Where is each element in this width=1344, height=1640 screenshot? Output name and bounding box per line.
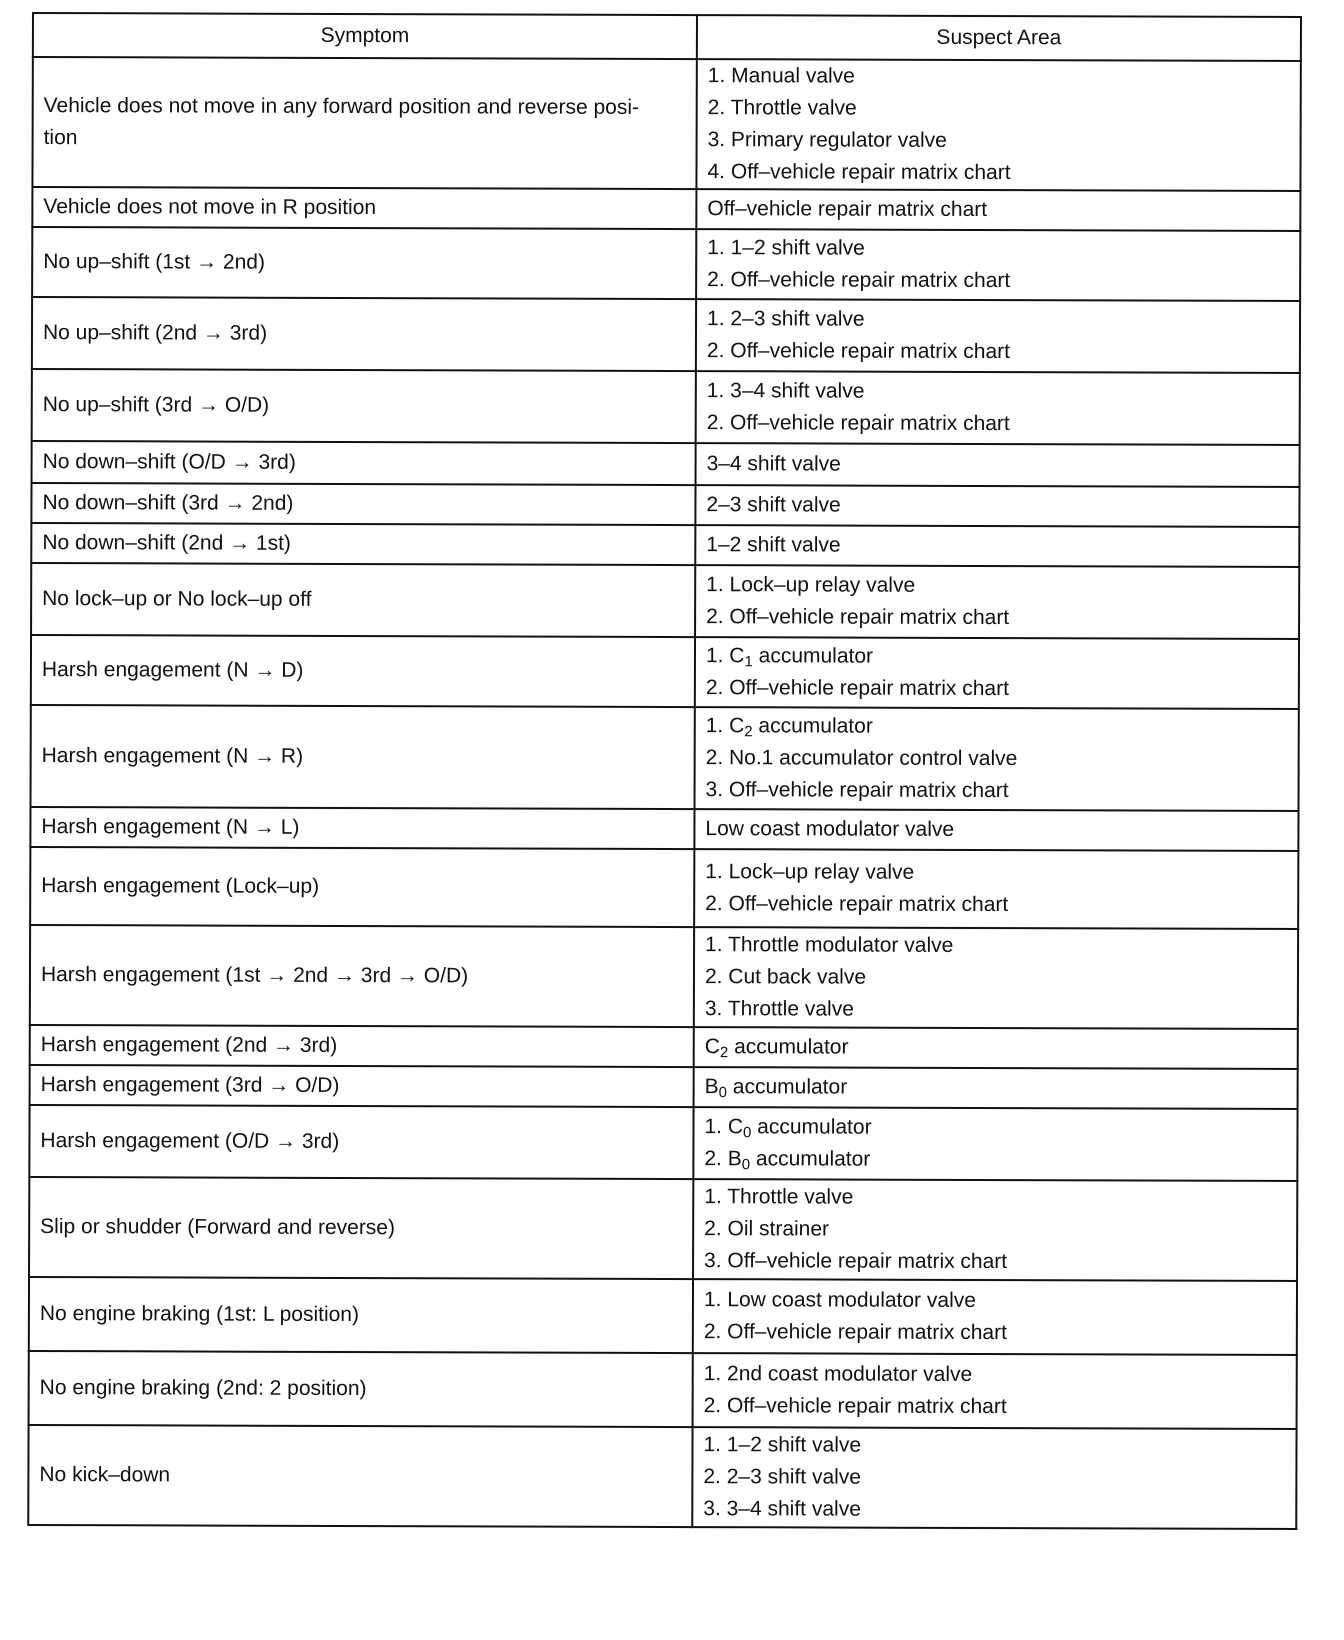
suspect-area-item: 2–3 shift valve [706, 493, 841, 517]
suspect-area-item: 1. 2nd coast modulator valve [703, 1362, 973, 1386]
suspect-area-item: 2. Off–vehicle repair matrix chart [706, 411, 1010, 436]
suspect-area-cell [696, 371, 1300, 445]
suspect-area-text: B [704, 1075, 719, 1099]
suspect-area-cell [694, 1027, 1298, 1069]
table-row [32, 441, 1300, 487]
symptom-text: No kick–down [39, 1463, 171, 1487]
suspect-area-item: Off–vehicle repair matrix chart [707, 197, 988, 222]
symptom-cell [31, 563, 695, 637]
symptom-text: No down–shift (3rd → 2nd) [42, 491, 294, 515]
symptom-text: Harsh engagement (N → L) [41, 815, 300, 839]
header-symptom: Symptom [33, 13, 697, 59]
suspect-area-text: 1. C [705, 644, 745, 668]
suspect-area-cell [694, 849, 1298, 929]
suspect-area-item: 4. Off–vehicle repair matrix chart [707, 160, 1011, 185]
symptom-text: No up–shift (2nd → 3rd) [42, 321, 268, 345]
symptom-text: No lock–up or No lock–up off [42, 587, 312, 611]
suspect-area-item: 3–4 shift valve [706, 452, 841, 476]
suspect-area-item: Low coast modulator valve [705, 817, 955, 841]
suspect-area-item: 1. Manual valve [707, 64, 855, 88]
suspect-area-item: 2. Off–vehicle repair matrix chart [707, 268, 1011, 293]
suspect-area-item: 1. Lock–up relay valve [706, 573, 916, 597]
symptom-cell [31, 635, 695, 707]
symptom-cell [28, 1425, 692, 1527]
table-row [31, 705, 1299, 811]
suspect-area-item: 2. Off–vehicle repair matrix chart [703, 1394, 1007, 1419]
symptom-text: No engine braking (1st: L position) [39, 1302, 360, 1327]
header-row [33, 13, 1301, 61]
suspect-area-cell [694, 927, 1298, 1029]
suspect-area-item: 3. Throttle valve [704, 997, 854, 1021]
symptom-text: Vehicle does not move in R position [43, 195, 377, 220]
subscript: 0 [718, 1084, 727, 1102]
suspect-area-cell [693, 1353, 1297, 1429]
symptom-cell [29, 1105, 693, 1179]
suspect-area-text: accumulator [751, 1115, 872, 1139]
table-row [32, 187, 1300, 231]
table-row [32, 369, 1300, 445]
subscript: 1 [744, 653, 753, 671]
symptom-cell [31, 483, 695, 525]
symptom-text: Harsh engagement (N → D) [41, 658, 304, 682]
suspect-area-cell [694, 707, 1298, 811]
suspect-area-item [705, 1031, 1287, 1065]
symptom-cell [32, 187, 696, 229]
symptom-text: No down–shift (O/D → 3rd) [42, 450, 296, 474]
suspect-area-item: 3. Off–vehicle repair matrix chart [704, 1249, 1008, 1274]
symptom-cell [32, 297, 696, 371]
symptom-text: Harsh engagement (2nd → 3rd) [40, 1033, 338, 1057]
symptom-text: Harsh engagement (N → R) [41, 744, 304, 768]
suspect-area-text: accumulator [728, 1035, 849, 1059]
symptom-text: No up–shift (3rd → O/D) [42, 393, 270, 417]
symptom-cell [29, 1351, 693, 1427]
symptom-text: No up–shift (1st → 2nd) [43, 250, 266, 274]
symptom-cell [31, 523, 695, 565]
subscript: 0 [742, 1124, 752, 1142]
suspect-area-item: 1. 1–2 shift valve [703, 1433, 862, 1457]
table-row [29, 1277, 1297, 1355]
suspect-area-item [704, 1111, 1286, 1145]
header-suspect-area: Suspect Area [697, 15, 1301, 61]
suspect-area-item: 1. 3–4 shift valve [706, 379, 865, 403]
symptom-cell [30, 925, 694, 1027]
suspect-area-item: 1. Throttle valve [704, 1185, 854, 1209]
symptom-cell [32, 227, 696, 299]
suspect-area-cell [696, 189, 1300, 231]
symptom-text: Vehicle does not move in any forward position and reverse posi- [43, 94, 640, 119]
suspect-area-item: 1. Low coast modulator valve [703, 1288, 976, 1312]
suspect-area-cell [695, 637, 1299, 709]
suspect-area-item [706, 640, 1288, 674]
symptom-cell [29, 1277, 693, 1353]
symptom-cell [29, 1177, 693, 1279]
table-row [29, 1177, 1297, 1281]
suspect-area-cell [695, 485, 1299, 527]
table-row [31, 563, 1299, 639]
table-row [32, 297, 1300, 373]
suspect-area-cell [693, 1279, 1297, 1355]
subscript: 2 [719, 1044, 729, 1062]
suspect-area-item: 1–2 shift valve [706, 533, 841, 557]
suspect-area-item: 2. Cut back valve [704, 965, 867, 989]
suspect-area-item: 2. No.1 accumulator control valve [705, 746, 1018, 771]
symptom-text: Harsh engagement (1st → 2nd → 3rd → O/D) [40, 963, 469, 988]
suspect-area-cell [693, 1107, 1297, 1181]
suspect-area-item: 1. Throttle modulator valve [705, 933, 954, 957]
symptom-text: Harsh engagement (3rd → O/D) [40, 1073, 340, 1097]
table-row [29, 1351, 1297, 1429]
suspect-area-item: 1. 2–3 shift valve [707, 307, 865, 331]
subscript: 0 [741, 1156, 751, 1174]
symptom-cell [30, 1025, 694, 1067]
symptom-cell [31, 705, 695, 809]
table-row [30, 807, 1298, 851]
suspect-area-item: 2. 2–3 shift valve [703, 1465, 862, 1489]
table-row [32, 57, 1300, 191]
suspect-area-text: 1. C [704, 1115, 744, 1139]
subscript: 2 [744, 723, 753, 741]
suspect-area-cell [695, 565, 1299, 639]
symptom-cell [30, 807, 694, 849]
suspect-area-cell [695, 525, 1299, 567]
suspect-area-text: 1. C [705, 714, 745, 738]
suspect-area-item: 2. Oil strainer [704, 1217, 830, 1241]
suspect-area-item: 2. Off–vehicle repair matrix chart [706, 605, 1010, 630]
table-row [30, 925, 1298, 1029]
suspect-area-item: 2. Off–vehicle repair matrix chart [705, 892, 1009, 917]
symptom-cell [30, 1065, 694, 1107]
suspect-area-item: 1. 1–2 shift valve [707, 236, 865, 260]
suspect-area-text: accumulator [726, 1075, 848, 1099]
suspect-area-item: 1. Lock–up relay valve [705, 860, 915, 884]
table-row [30, 1025, 1298, 1069]
table-row [30, 1065, 1298, 1109]
symptom-cell [30, 847, 694, 927]
suspect-area-item [705, 1071, 1287, 1105]
symptom-text: tion [43, 126, 78, 150]
suspect-area-cell [694, 809, 1298, 851]
suspect-area-cell [696, 59, 1300, 191]
suspect-area-text: accumulator [750, 1147, 871, 1171]
table-row [32, 227, 1300, 301]
symptom-cell [32, 57, 696, 189]
table-row [31, 523, 1299, 567]
suspect-area-cell [692, 1427, 1296, 1529]
suspect-area-item: 3. Off–vehicle repair matrix chart [705, 778, 1009, 803]
suspect-area-cell [693, 1179, 1297, 1281]
table-row [28, 1425, 1296, 1529]
suspect-area-cell [696, 299, 1300, 373]
suspect-area-cell [694, 1067, 1298, 1109]
suspect-area-cell [696, 229, 1300, 301]
symptom-text: Harsh engagement (O/D → 3rd) [40, 1129, 340, 1153]
suspect-area-item [706, 710, 1288, 744]
suspect-area-text: accumulator [752, 644, 874, 668]
symptom-text: Slip or shudder (Forward and reverse) [40, 1215, 396, 1240]
symptom-table [27, 12, 1302, 1530]
symptom-text: No engine braking (2nd: 2 position) [39, 1376, 367, 1401]
suspect-area-text: 2. B [704, 1147, 742, 1171]
suspect-area-text: C [704, 1035, 720, 1059]
suspect-area-item: 2. Throttle valve [707, 96, 857, 120]
suspect-area-item: 2. Off–vehicle repair matrix chart [706, 339, 1011, 364]
table-row [30, 847, 1298, 929]
table-row [31, 483, 1299, 527]
suspect-area-cell [696, 443, 1300, 487]
suspect-area-item: 2. Off–vehicle repair matrix chart [703, 1320, 1007, 1345]
suspect-area-item: 3. Primary regulator valve [707, 128, 947, 152]
table-row [31, 635, 1299, 709]
suspect-area-text: accumulator [752, 714, 873, 738]
table-body [28, 57, 1301, 1529]
suspect-area-item [704, 1143, 1286, 1177]
suspect-area-item: 3. 3–4 shift valve [703, 1497, 861, 1521]
symptom-cell [32, 441, 696, 485]
symptom-text: Harsh engagement (Lock–up) [41, 874, 320, 898]
symptom-cell [32, 369, 696, 443]
table-row [29, 1105, 1297, 1181]
symptom-text: No down–shift (2nd → 1st) [42, 531, 291, 555]
suspect-area-item: 2. Off–vehicle repair matrix chart [705, 676, 1009, 701]
